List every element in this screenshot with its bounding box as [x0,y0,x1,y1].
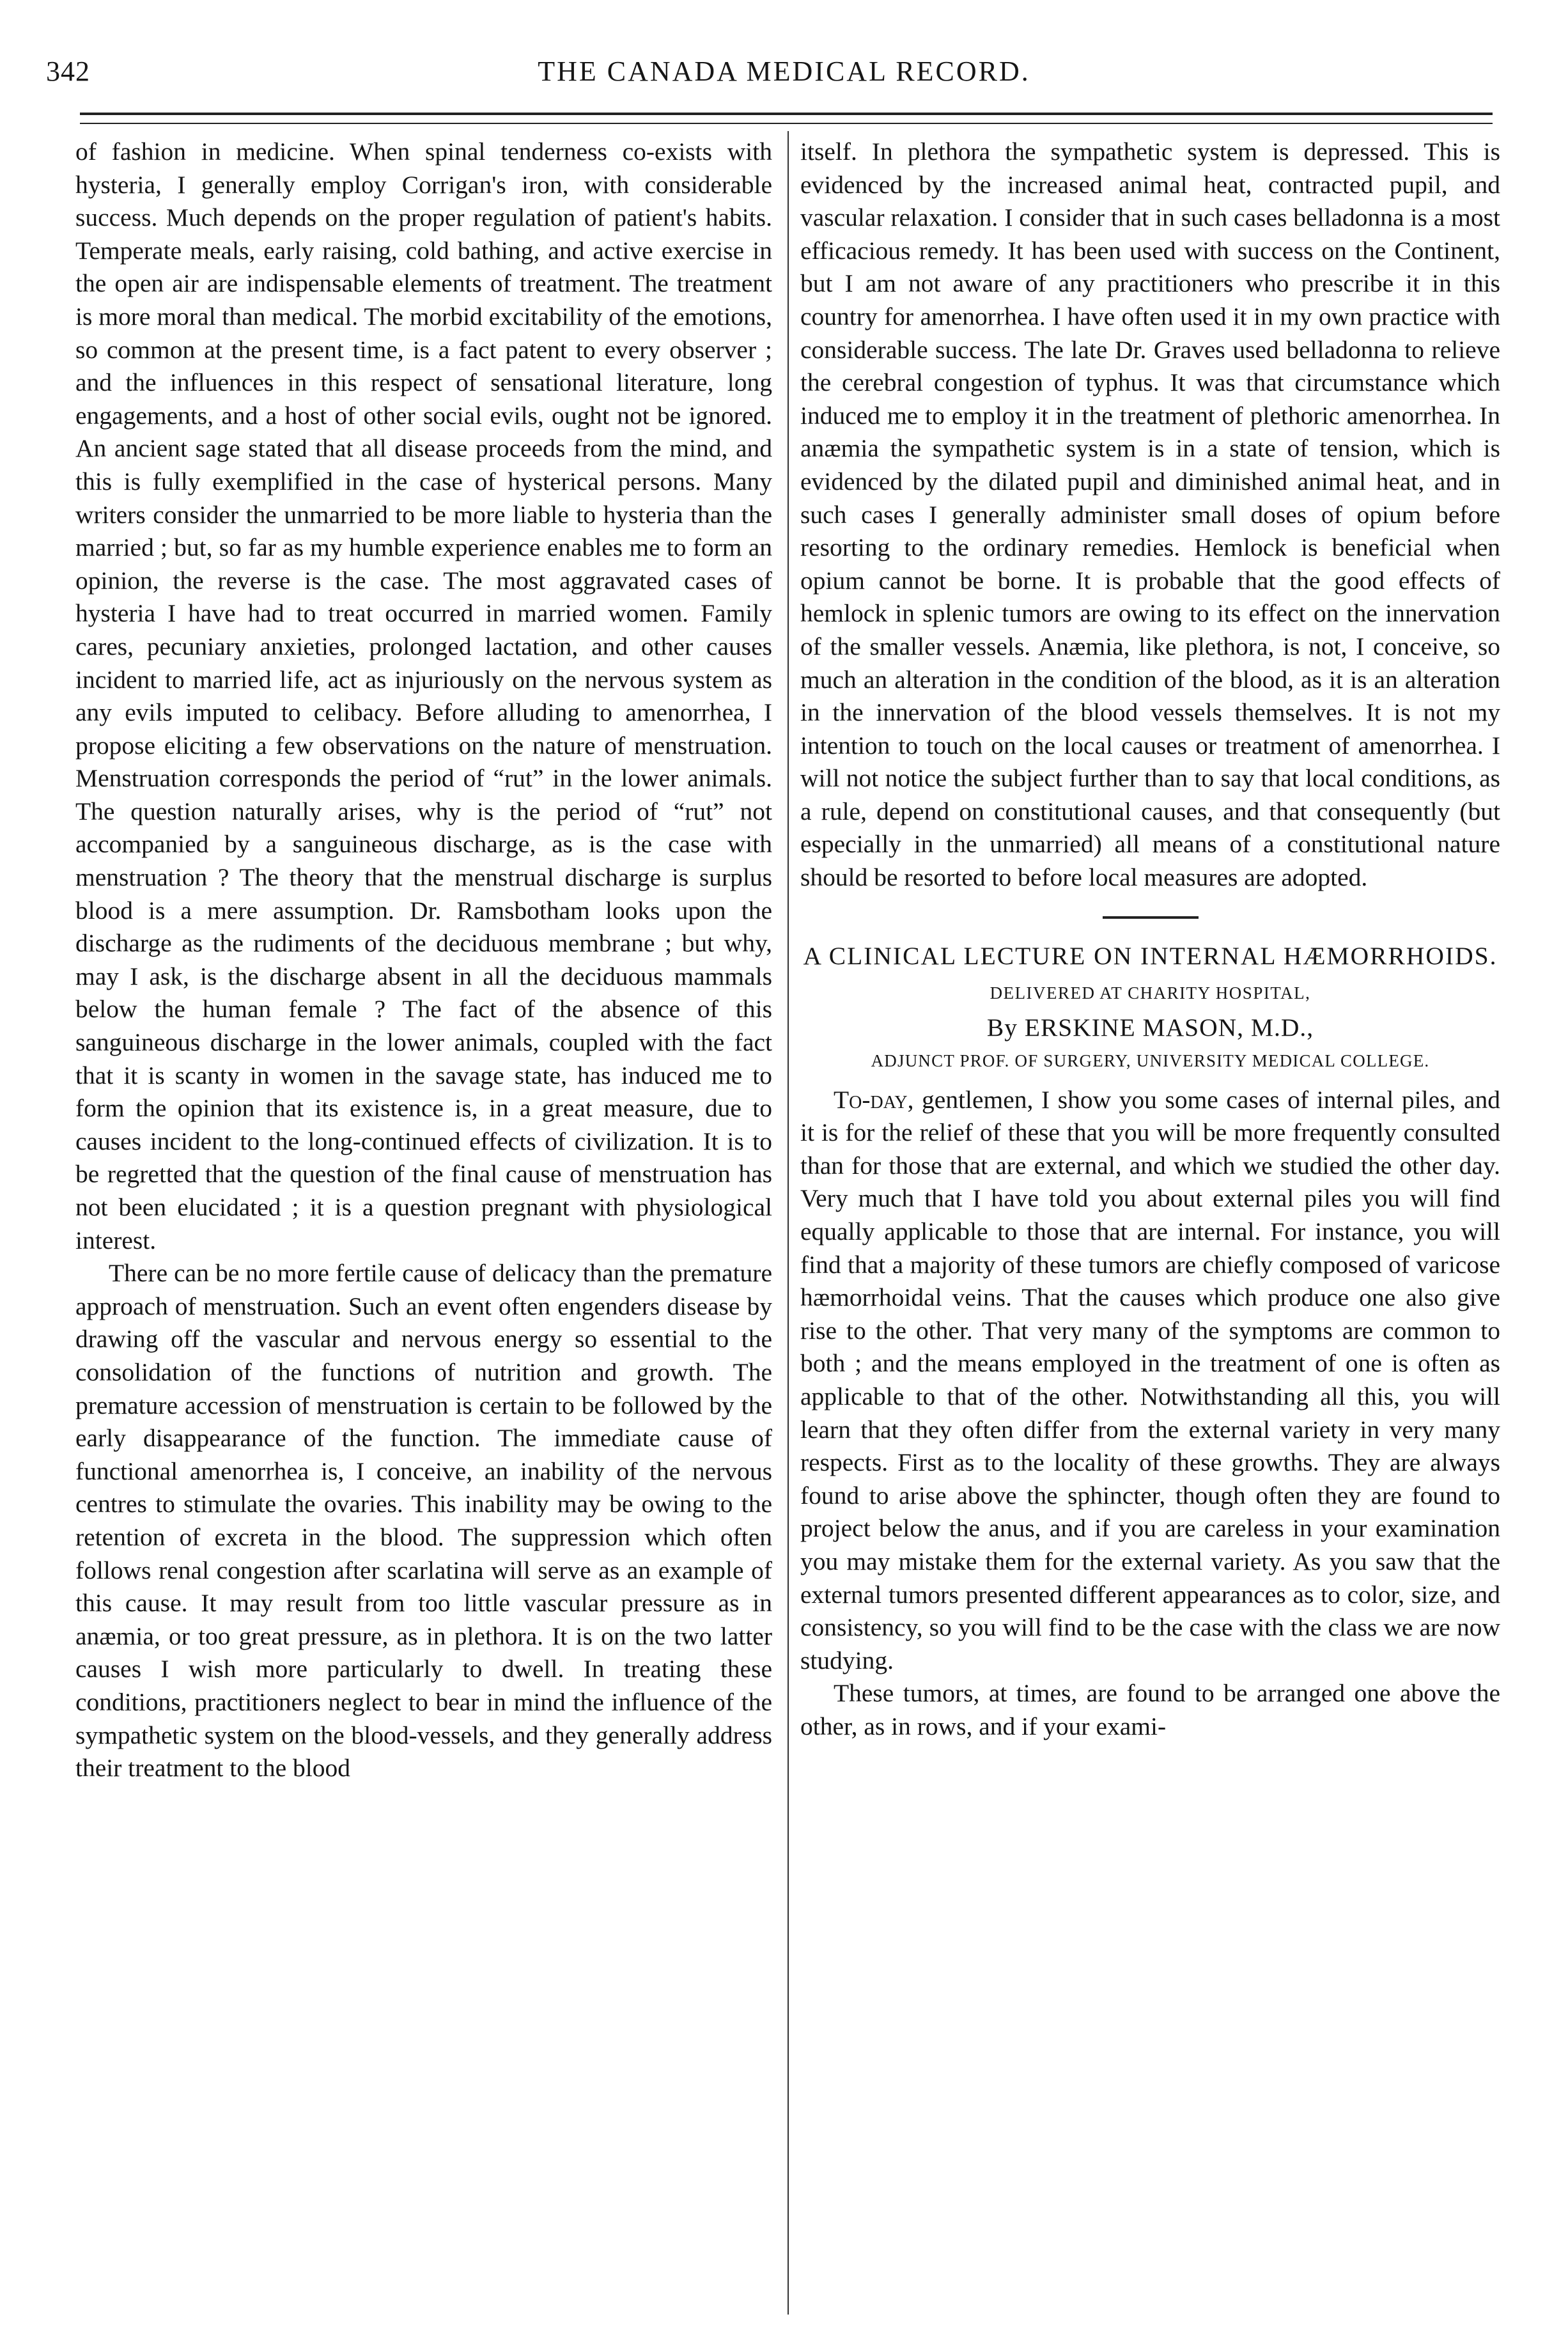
left-paragraph-1: of fashion in medicine. When spinal tenderness co-exists with hysteria, I generally employ Corrigan's iron, with considerable success. Much depends on the proper regulation of patient's habits. Temperate meals, early raising, cold bathing, and active exercise in the open air are indispensable elements of treatment. The treatment is more moral than medical. The morbid excitability of the emotions, so common at the present time, is a fact patent to every observer ; and the influences in this respect of sensational literature, long engagements, and a host of other social evils, ought not be ignored. An ancient sage stated that all disease proceeds from the mind, and this is fully exemplified in the case of hysterical persons. Many writers consider the unmarried to be more liable to hysteria than the married ; but, so far as my humble experience enables me to form an opinion, the reverse is the case. The most aggravated cases of hysteria I have had to treat occurred in married women. Family cares, pecuniary anxieties, prolonged lactation, and other causes incident to married life, act as injuriously on the nervous system as any evils imputed to celibacy. Before alluding to amenorrhea, I propose eliciting a few observations on the nature of menstruation. Menstruation corresponds the period of “rut” in the lower animals. The question naturally arises, why is the period of “rut” not accompanied by a sanguineous discharge, as is the case with menstruation ? The theory that the menstrual discharge is surplus blood is a mere assumption. Dr. Ramsbotham looks upon the discharge as the rudiments of the deciduous membrane ; but why, may I ask, is the discharge absent in all the deciduous mammals below the human female ? The fact of the absence of this sanguineous discharge in the lower animals, coupled with the fact that it is scanty in women in the savage state, has induced me to form the opinion that its existence is, in a great measure, due to causes incident to the long-continued effects of civilization. It is to be regretted that the question of the final cause of menstruation has not been elucidated ; it is a question pregnant with physiological interest. [75,137,772,1254]
lecture-paragraph-2: These tumors, at times, are found to be arranged one above the other, as in rows, and if your exami- [800,1679,1500,1740]
left-column [75,136,772,2322]
left-paragraph-2: There can be no more fertile cause of delicacy than the premature approach of menstruation. Such an event often engenders disease by drawing off the vascular and nervous energy so essential to the consolidation of the functions of nutrition and growth. The premature accession of menstruation is certain to be followed by the early disappearance of the function. The immediate cause of functional amenorrhea is, I conceive, an inability of the nervous centres to stimulate the ovaries. This inability may be owing to the retention of excreta in the blood. The suppression which often follows renal congestion after scarlatina will serve as an example of this cause. It may result from too little vascular pressure as in anæmia, or too great pressure, as in plethora. It is on the two latter causes I wish more particularly to dwell. In treating these conditions, practitioners neglect to bear in mind the influence of the sympathetic system on the blood-vessels, and they generally address their treatment to the blood [75,1259,772,1783]
header-rule-thin [80,123,1493,124]
page-number: 342 [46,56,90,87]
running-head [32,55,1536,93]
lecture-paragraph-1-text: gentlemen, I show you some cases of internal piles, and it is for the relief of these that you will be more frequently consulted than for those that are external, and which we studied the other day. Very much that I have told you about external piles you will find equally applicable to those that are internal. For instance, you will find that a majority of these tumors are chiefly composed of varicose hæmorrhoidal veins. That the causes which produce one also give rise to the other. That very many of the symptoms are common to both ; and the means employed in the treatment of one is often as applicable to that of the other. Notwithstanding all this, you will learn that they often differ from the external variety in very many respects. First as to the locality of these growths. They are always found to arise above the sphincter, though often they are found to project below the anus, and if you are careless in your examination you may mistake them for the external variety. As you saw that the external tumors presented different appearances as to color, size, and consistency, so you will find to be the case with the class we are now studying. [800,1085,1500,1675]
header-rule-thick [80,113,1493,115]
lecture-delivered-at: DELIVERED AT CHARITY HOSPITAL, [990,983,1311,1003]
column-divider [788,131,789,2315]
lecture-title: A CLINICAL LECTURE ON INTERNAL HÆMORRHOIDS. [803,941,1498,970]
right-paragraph-1: itself. In plethora the sympathetic system is depressed. This is evidenced by the increased animal heat, contracted pupil, and vascular relaxation. I consider that in such cases belladonna is a most efficacious remedy. It has been used with success on the Continent, but I am not aware of any practitioners who prescribe it in this country for amenorrhea. I have often used it in my own practice with considerable success. The late Dr. Graves used belladonna to relieve the cerebral congestion of typhus. It was that circumstance which induced me to employ it in the treatment of plethoric amenorrhea. In anæmia the sympathetic system is in a state of tension, which is evidenced by the dilated pupil and diminished animal heat, and in such cases I generally administer small doses of opium before resorting to the ordinary remedies. Hemlock is beneficial when opium cannot be borne. It is probable that the good effects of hemlock in splenic tumors are owing to its effect on the innervation of the smaller vessels. Anæmia, like plethora, is not, I conceive, so much an alteration in the condition of the blood, as it is an alteration in the innervation of the blood vessels themselves. It is not my intention to touch on the local causes or treatment of amenorrhea. I will not notice the subject further than to say that local conditions, as a rule, depend on constitutional causes, and that consequently (but especially in the unmarried) all means of a constitutional nature should be resorted to before local measures are adopted. [800,137,1500,892]
section-divider [1103,916,1199,919]
lecture-author: By ERSKINE MASON, M.D., [986,1013,1314,1042]
lecture-affiliation: ADJUNCT PROF. OF SURGERY, UNIVERSITY MEDICAL COLLEGE. [871,1050,1430,1070]
right-column [800,136,1500,2322]
journal-title: THE CANADA MEDICAL RECORD. [538,56,1030,87]
lecture-paragraph-1 [800,1084,1500,1678]
lecture-opening-word: To-day, [834,1085,914,1114]
